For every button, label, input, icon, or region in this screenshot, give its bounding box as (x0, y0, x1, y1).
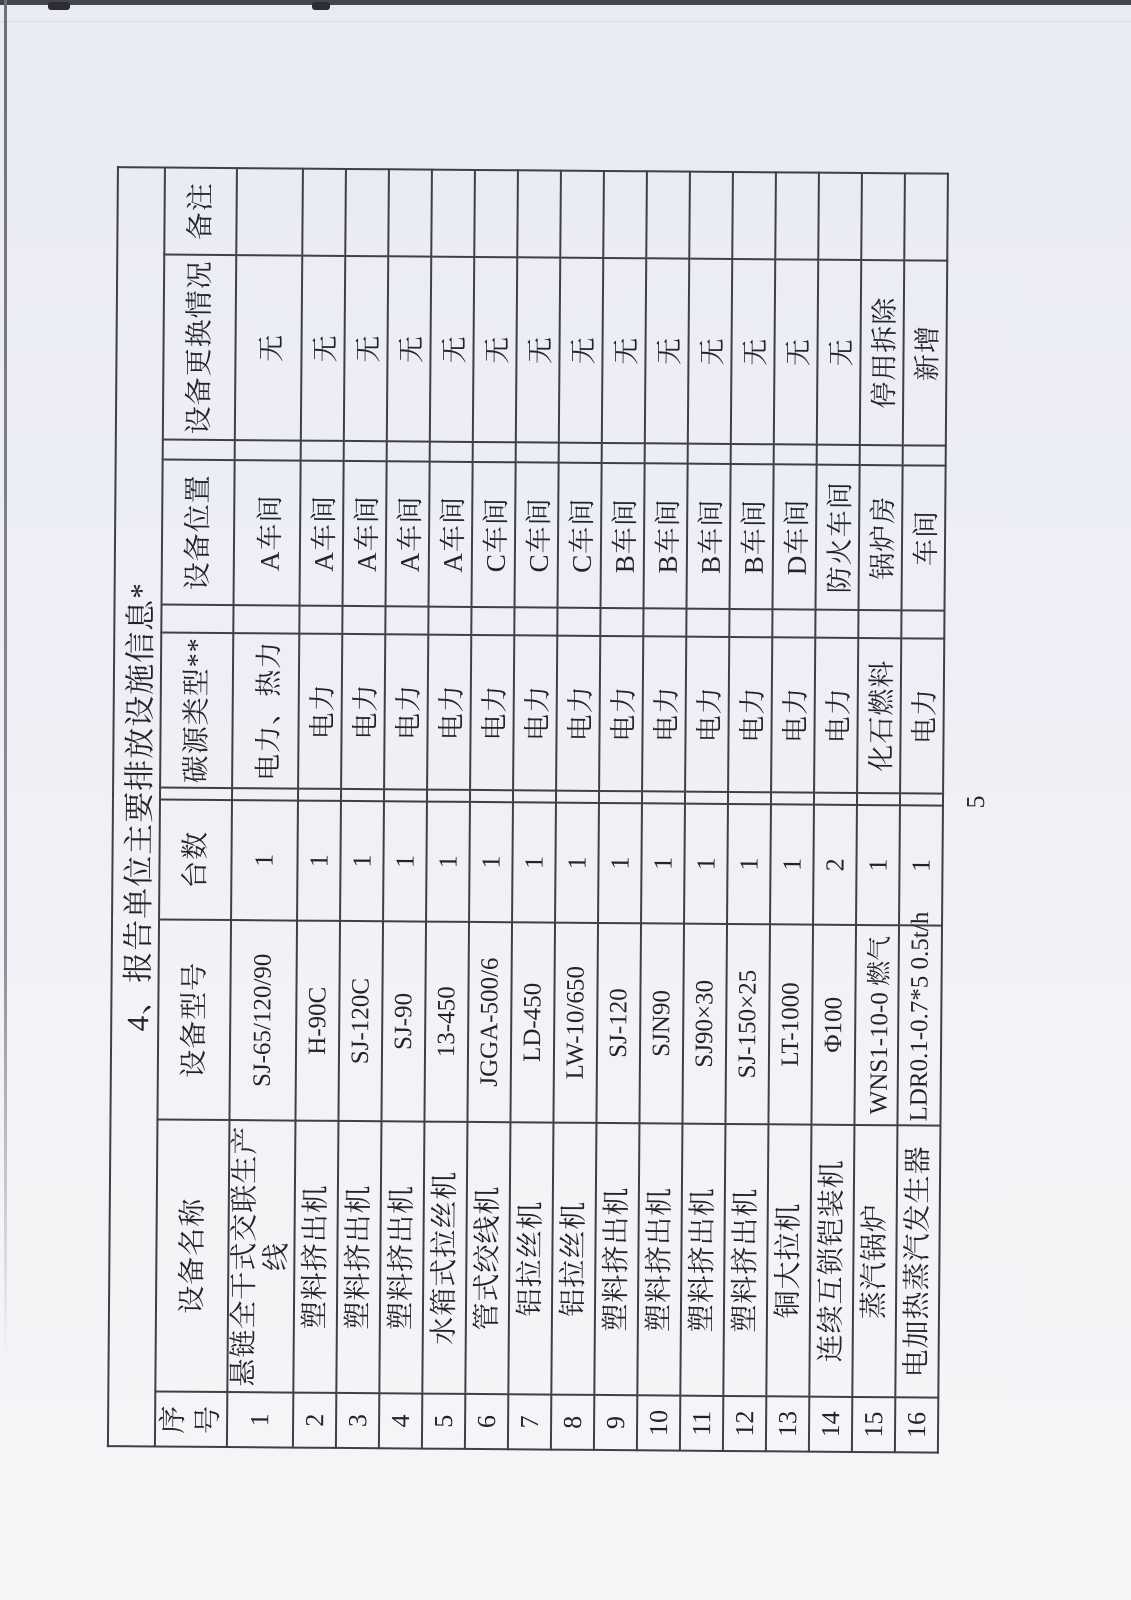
spacer-cell (687, 609, 730, 637)
cell-carbon: 电力、热力 (232, 633, 300, 789)
spacer-cell (161, 604, 233, 633)
cell-model: H-90C (296, 921, 341, 1121)
cell-no: 9 (594, 1395, 637, 1450)
spacer-cell (343, 606, 386, 634)
column-header-replacement: 设备更换情况 (163, 255, 236, 441)
spacer-cell (301, 441, 344, 461)
spacer-cell (470, 790, 513, 802)
cell-no: 14 (809, 1397, 852, 1452)
cell-count: 1 (770, 804, 814, 924)
spacer-cell (341, 789, 384, 801)
cell-carbon: 电力 (427, 635, 471, 790)
cell-remark (604, 171, 648, 258)
spacer-cell (160, 787, 232, 800)
cell-name: 塑料挤出机 (380, 1121, 425, 1393)
cell-no: 11 (680, 1396, 723, 1451)
spacer-cell (516, 442, 559, 462)
cell-count: 1 (598, 803, 642, 923)
cell-name: 蒸汽锅炉 (853, 1125, 898, 1397)
spacer-cell (344, 441, 387, 461)
cell-remark (690, 171, 734, 258)
cell-location: A车间 (300, 461, 344, 606)
spacer-cell (774, 444, 817, 464)
cell-location: B车间 (730, 464, 774, 609)
spacer-cell (232, 788, 298, 801)
cell-no: 7 (508, 1394, 551, 1449)
cell-location: B车间 (687, 464, 731, 609)
cell-remark (819, 172, 863, 259)
cell-name: 塑料挤出机 (595, 1123, 640, 1395)
spacer-cell (773, 609, 816, 637)
cell-no: 6 (465, 1394, 508, 1449)
cell-no: 8 (551, 1395, 594, 1450)
spacer-cell (430, 442, 473, 462)
cell-carbon: 化石燃料 (857, 638, 901, 793)
cell-no: 12 (723, 1396, 766, 1451)
cell-carbon: 电力 (900, 638, 944, 793)
cell-location: 车间 (902, 465, 946, 610)
cell-replacement: 无 (516, 257, 560, 442)
spacer-cell (817, 445, 860, 465)
cell-location: B车间 (644, 463, 688, 608)
table-row (895, 173, 948, 1452)
scan-edge-top (0, 0, 1131, 5)
spacer-cell (644, 608, 687, 636)
column-header-no: 序号 (155, 1391, 227, 1447)
spacer-cell (599, 791, 642, 803)
cell-carbon: 电力 (341, 634, 385, 789)
cell-location: B车间 (601, 463, 645, 608)
cell-count: 1 (469, 802, 513, 922)
spacer-cell (860, 445, 903, 465)
cell-model: SJ-120 (597, 923, 642, 1123)
spacer-cell (816, 610, 859, 638)
cell-remark (905, 173, 949, 260)
cell-replacement: 新增 (903, 260, 947, 445)
cell-remark (346, 169, 390, 256)
cell-model: LW-10/650 (554, 923, 599, 1123)
cell-replacement: 无 (559, 258, 603, 443)
cell-no: 1 (227, 1392, 294, 1448)
table-body (227, 168, 948, 1453)
cell-count: 1 (340, 801, 384, 921)
column-header-model: 设备型号 (157, 919, 231, 1120)
scan-artifact-line (0, 21, 1131, 22)
table-row (227, 168, 303, 1448)
spacer-cell (300, 606, 343, 634)
cell-replacement: 无 (602, 258, 646, 443)
cell-replacement: 无 (645, 258, 689, 443)
cell-model: LT-1000 (769, 924, 814, 1124)
cell-name: 塑料挤出机 (638, 1123, 683, 1395)
cell-location: C车间 (472, 462, 516, 607)
cell-remark (432, 169, 476, 256)
cell-no: 2 (293, 1393, 336, 1448)
cell-model: LDR0.1-0.7*5 0.5t/h (898, 925, 943, 1125)
cell-count: 1 (297, 801, 341, 921)
section-title: 4、报告单位主要排放设施信息* (108, 167, 165, 1446)
cell-count: 1 (383, 801, 427, 921)
cell-name: 铝拉丝机 (509, 1122, 554, 1394)
cell-name: 塑料挤出机 (681, 1124, 726, 1396)
table-header-row (155, 167, 237, 1447)
cell-model: SJ-120C (339, 921, 384, 1121)
cell-replacement: 无 (430, 257, 474, 442)
cell-remark (776, 172, 820, 259)
cell-model: LD-450 (511, 922, 556, 1122)
cell-model: SJN90 (640, 923, 685, 1123)
cell-remark (561, 170, 605, 257)
cell-model: SJ-90 (382, 921, 427, 1121)
spacer-cell (473, 442, 516, 462)
cell-name: 塑料挤出机 (337, 1121, 382, 1393)
document-sheet (106, 0, 1131, 1600)
cell-carbon: 电力 (728, 637, 772, 792)
cell-carbon: 电力 (556, 636, 600, 791)
spacer-cell (602, 443, 645, 463)
spacer-cell (900, 793, 943, 805)
column-header-name: 设备名称 (155, 1119, 229, 1392)
cell-name: 塑料挤出机 (294, 1121, 339, 1393)
cell-replacement: 无 (473, 257, 517, 442)
spacer-cell (857, 793, 900, 805)
cell-location: 锅炉房 (859, 465, 903, 610)
cell-model: SJ90×30 (683, 924, 728, 1124)
cell-count: 1 (899, 805, 943, 925)
cell-replacement: 无 (387, 256, 431, 441)
cell-no: 4 (379, 1393, 422, 1448)
cell-replacement: 停用拆除 (860, 260, 904, 445)
spacer-cell (515, 607, 558, 635)
cell-location: A车间 (429, 462, 473, 607)
cell-remark (389, 169, 433, 256)
spacer-cell (513, 790, 556, 802)
cell-replacement: 无 (731, 259, 775, 444)
cell-carbon: 电力 (470, 635, 514, 790)
cell-location: C车间 (558, 463, 602, 608)
scan-artifact (48, 2, 70, 10)
cell-count: 1 (641, 803, 685, 923)
cell-count: 1 (555, 803, 599, 923)
scan-artifact (312, 2, 330, 10)
cell-location: A车间 (234, 460, 302, 606)
cell-count: 1 (512, 802, 556, 922)
spacer-cell (771, 792, 814, 804)
spacer-cell (728, 792, 771, 804)
column-header-carbon: 碳源类型** (160, 632, 233, 788)
spacer-cell (472, 607, 515, 635)
cell-remark (518, 170, 562, 257)
cell-location: C车间 (515, 462, 559, 607)
cell-model: Φ100 (812, 925, 857, 1125)
cell-model: SJ-65/120/90 (229, 920, 297, 1121)
page-number: 5 (961, 795, 991, 809)
spacer-cell (642, 791, 685, 803)
cell-no: 5 (422, 1394, 465, 1449)
scan-edge-left (4, 0, 7, 1360)
spacer-cell (688, 444, 731, 464)
spacer-cell (730, 609, 773, 637)
spacer-cell (298, 789, 341, 801)
spacer-cell (163, 440, 235, 461)
cell-count: 1 (856, 805, 900, 925)
cell-location: A车间 (343, 461, 387, 606)
emission-facility-table (107, 166, 949, 1454)
cell-no: 13 (766, 1396, 809, 1451)
spacer-cell (859, 610, 902, 638)
spacer-cell (902, 610, 945, 638)
spacer-cell (429, 607, 472, 635)
cell-name: 电加热蒸汽发生器 (896, 1125, 941, 1397)
spacer-cell (427, 790, 470, 802)
column-header-count: 台数 (159, 799, 232, 920)
spacer-cell (235, 440, 302, 461)
cell-remark (733, 172, 777, 259)
cell-replacement: 无 (774, 259, 818, 444)
spacer-cell (685, 792, 728, 804)
cell-no: 3 (336, 1393, 379, 1448)
spacer-cell (731, 444, 774, 464)
spacer-cell (387, 441, 430, 461)
cell-carbon: 电力 (599, 636, 643, 791)
cell-no: 16 (895, 1397, 938, 1452)
cell-remark (647, 171, 691, 258)
cell-remark (862, 173, 906, 260)
cell-carbon: 电力 (642, 636, 686, 791)
cell-count: 1 (684, 804, 728, 924)
cell-count: 1 (426, 802, 470, 922)
cell-count: 2 (813, 805, 857, 925)
cell-remark (475, 170, 519, 257)
cell-name: 铜大拉机 (767, 1124, 812, 1396)
spacer-cell (233, 605, 300, 634)
spacer-cell (903, 445, 946, 465)
cell-carbon: 电力 (513, 635, 557, 790)
cell-name: 管式绞线机 (466, 1122, 511, 1394)
cell-replacement: 无 (344, 256, 388, 441)
spacer-cell (556, 791, 599, 803)
cell-carbon: 电力 (685, 637, 729, 792)
cell-remark (303, 168, 347, 255)
cell-name: 铝拉丝机 (552, 1123, 597, 1395)
spacer-cell (559, 443, 602, 463)
cell-no: 10 (637, 1395, 680, 1450)
cell-name: 塑料挤出机 (724, 1124, 769, 1396)
cell-carbon: 电力 (771, 637, 815, 792)
cell-model: SJ-150×25 (726, 924, 771, 1124)
cell-name: 连续互锁铠装机 (810, 1125, 855, 1397)
column-header-remark: 备注 (164, 167, 237, 255)
cell-carbon: 电力 (384, 634, 428, 789)
cell-carbon: 电力 (814, 638, 858, 793)
cell-location: D车间 (773, 464, 817, 609)
cell-name: 水箱式拉丝机 (423, 1122, 468, 1394)
cell-model: WNS1-10-0 燃气 (855, 925, 900, 1125)
cell-location: 防火车间 (816, 465, 860, 610)
cell-count: 1 (231, 800, 298, 921)
cell-count: 1 (727, 804, 771, 924)
spacer-cell (645, 443, 688, 463)
cell-location: A车间 (386, 461, 430, 606)
spacer-cell (384, 789, 427, 801)
cell-name: 悬链全干式交联生产线 (227, 1120, 296, 1393)
cell-replacement: 无 (235, 255, 303, 441)
spacer-cell (558, 608, 601, 636)
cell-model: 13-450 (425, 922, 470, 1122)
cell-remark (236, 168, 303, 256)
column-header-location: 设备位置 (162, 460, 235, 606)
spacer-cell (814, 793, 857, 805)
cell-no: 15 (852, 1397, 895, 1452)
cell-replacement: 无 (817, 260, 861, 445)
cell-replacement: 无 (301, 256, 345, 441)
cell-carbon: 电力 (298, 634, 342, 789)
spacer-cell (601, 608, 644, 636)
cell-replacement: 无 (688, 259, 732, 444)
cell-model: JGGA-500/6 (468, 922, 513, 1122)
spacer-cell (386, 606, 429, 634)
